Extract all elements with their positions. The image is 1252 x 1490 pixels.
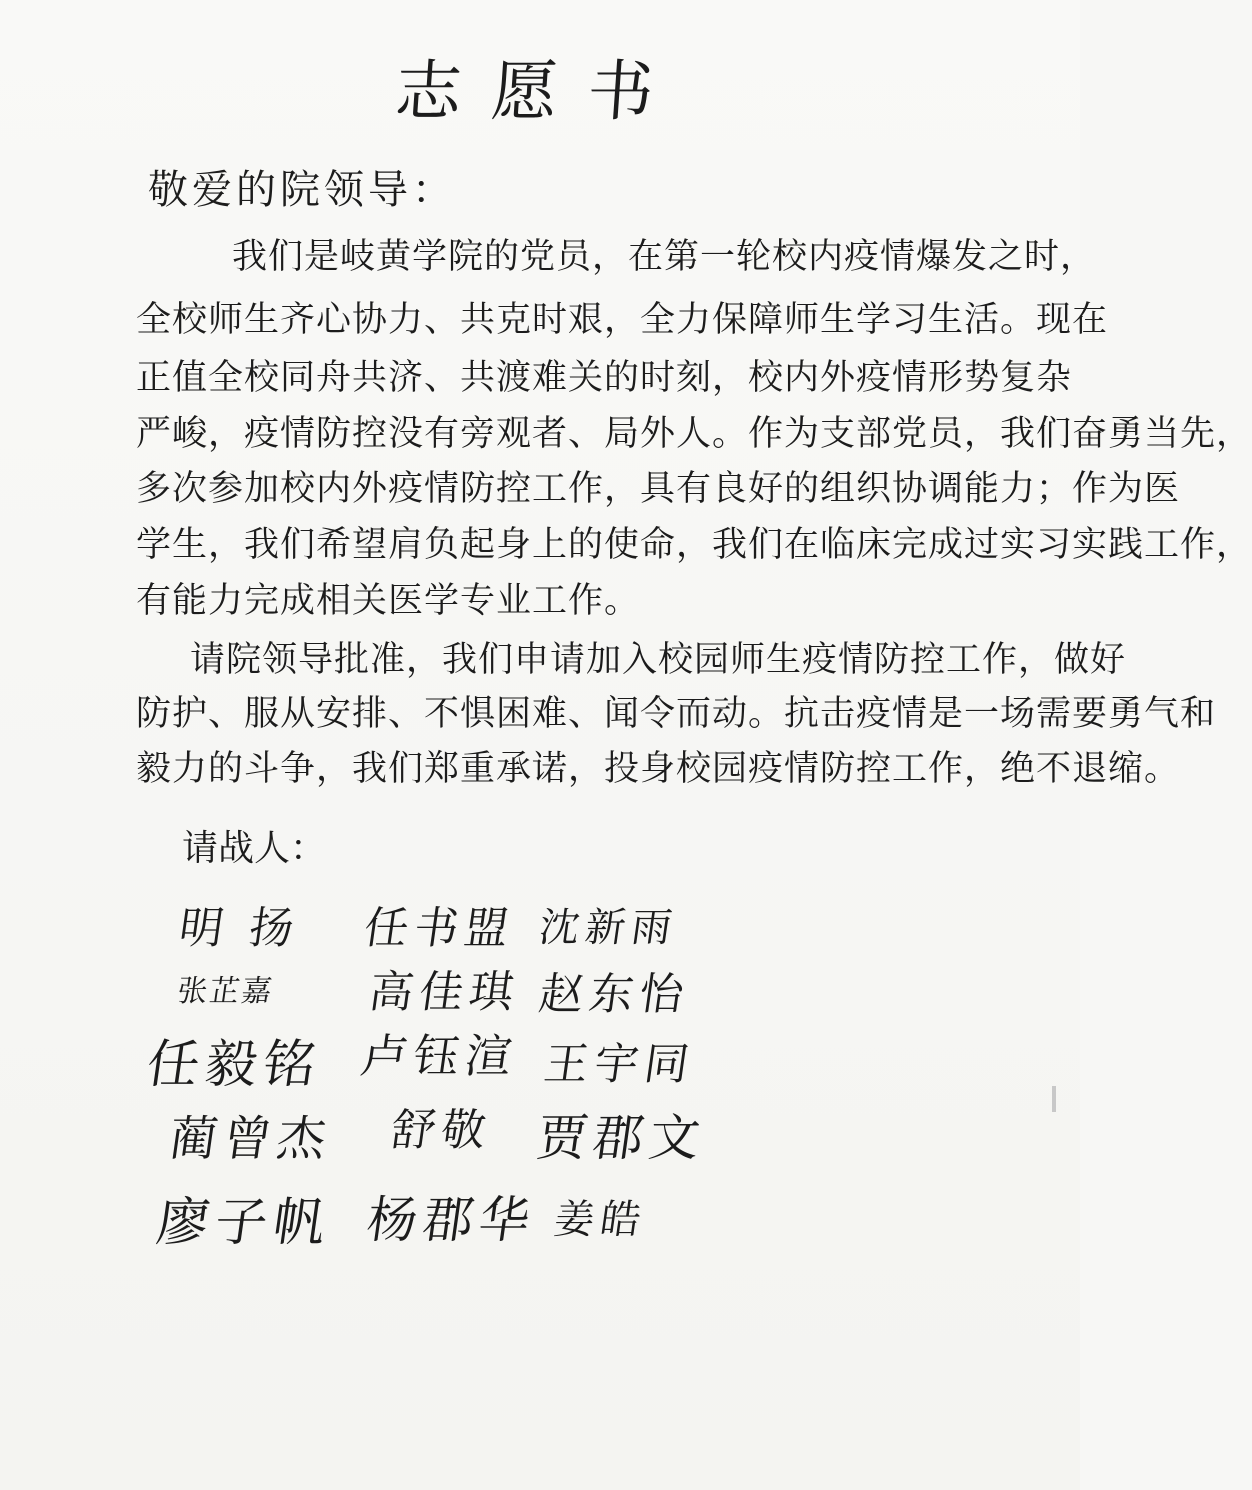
signature: 杨郡华	[363, 1191, 540, 1249]
paragraph-2-line: 毅力的斗争，我们郑重承诺，投身校园疫情防控工作，绝不退缩。	[136, 749, 1181, 789]
paragraph-2-line: 请院领导批准，我们申请加入校园师生疫情防控工作，做好	[190, 640, 1127, 680]
paragraph-1-line: 严峻，疫情防控没有旁观者、局外人。作为支部党员，我们奋勇当先，	[136, 414, 1252, 454]
signature: 贾郡文	[533, 1109, 710, 1167]
paragraph-1-line: 全校师生齐心协力、共克时艰，全力保障师生学习生活。现在	[136, 300, 1109, 340]
signature: 廖子帆	[153, 1193, 336, 1253]
signature: 卢钰渲	[357, 1029, 522, 1083]
signature: 高佳琪	[365, 967, 523, 1018]
letter-title: 志愿书	[392, 53, 687, 130]
signature: 张芷嘉	[175, 974, 276, 1009]
signature: 任毅铭	[143, 1035, 326, 1095]
paragraph-1-line: 多次参加校内外疫情防控工作，具有良好的组织协调能力；作为医	[136, 469, 1181, 509]
signature: 姜皓	[551, 1197, 650, 1243]
paragraph-1-line: 正值全校同舟共济、共渡难关的时刻，校内外疫情形势复杂	[136, 358, 1073, 398]
paragraph-1-line: 有能力完成相关医学专业工作。	[136, 581, 641, 621]
signature: 王宇同	[540, 1039, 698, 1090]
paragraph-1-line: 学生，我们希望肩负起身上的使命，我们在临床完成过实习实践工作，	[136, 525, 1252, 565]
signature: 任书盟	[360, 903, 518, 954]
signature: 蔺曾杰	[165, 1111, 336, 1167]
signers-label: 请战人：	[182, 828, 327, 869]
paragraph-1-line: 我们是岐黄学院的党员，在第一轮校内疫情爆发之时，	[232, 237, 1097, 277]
signature: 明 扬	[175, 903, 303, 954]
scan-mark	[1052, 1086, 1056, 1112]
signature: 赵东怡	[535, 969, 693, 1020]
signature: 沈新雨	[536, 905, 681, 951]
salutation: 敬爱的院领导：	[148, 167, 456, 213]
paragraph-2-line: 防护、服从安排、不惧困难、闻令而动。抗击疫情是一场需要勇气和	[136, 694, 1217, 734]
signature: 舒敬	[387, 1105, 495, 1156]
